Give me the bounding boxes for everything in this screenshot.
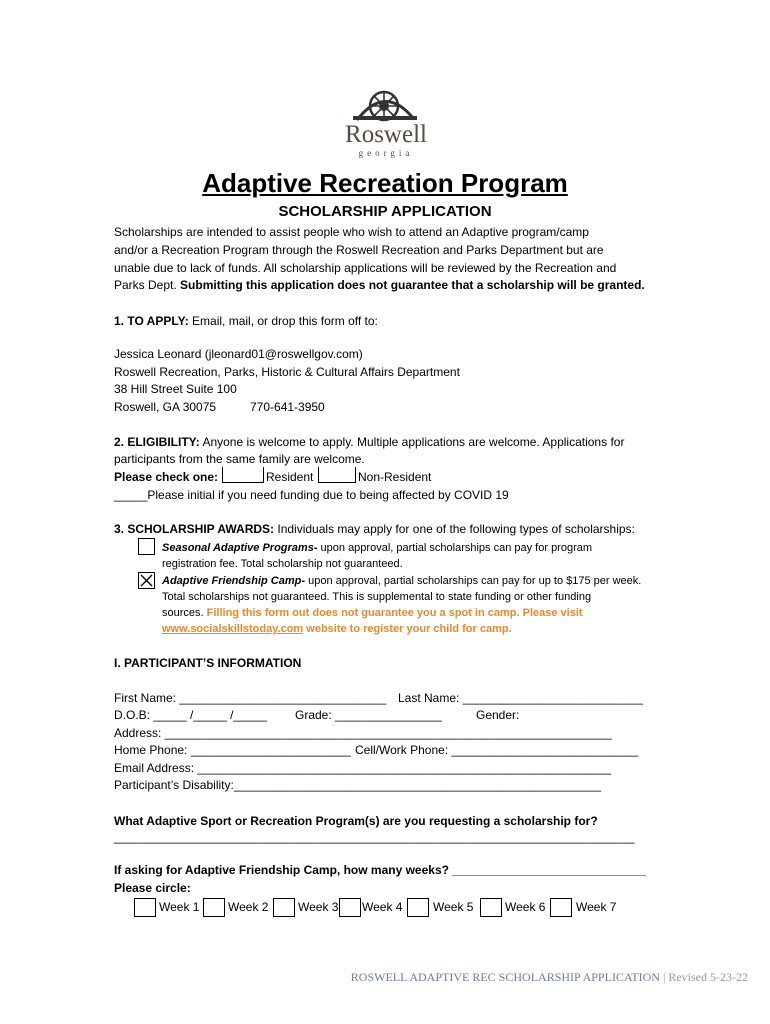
friendship-line-2: Total scholarships not guaranteed. This is supplemental to state funding or other funding	[162, 591, 592, 603]
seasonal-checkbox[interactable]	[138, 538, 155, 555]
check-one-label: Please check one:	[114, 470, 219, 484]
nonresident-checkbox[interactable]	[318, 467, 356, 483]
grade-field[interactable]: Grade: ________________	[295, 708, 442, 722]
intro-line-3: unable due to lack of funds. All scholarship applications will be reviewed by the Recreation and	[114, 261, 617, 275]
intro-line-2: and/or a Recreation Program through the Roswell Recreation and Parks Department but are	[114, 243, 604, 257]
intro-line-4	[114, 277, 645, 293]
first-name-field[interactable]: First Name: _______________________________	[114, 691, 387, 705]
week-7-label: Week 7	[576, 900, 617, 914]
seasonal-line-2: registration fee. Total scholarship not guaranteed.	[162, 558, 403, 570]
friendship-title: Adaptive Friendship Camp-	[162, 575, 306, 587]
gender-field[interactable]: Gender:	[476, 708, 520, 722]
program-question: What Adaptive Sport or Recreation Program(s) are you requesting a scholarship for?	[114, 814, 598, 828]
page-title: Adaptive Recreation Program	[202, 168, 568, 198]
week-5-label: Week 5	[433, 900, 474, 914]
seasonal-text-1: upon approval, partial scholarships can pay for program	[317, 542, 593, 554]
email-field[interactable]: Email Address: ______________________________________________________________	[114, 761, 612, 775]
covid-text: Please initial if you need funding due to being affected by COVID 19	[147, 488, 509, 502]
friendship-warning-2: website to register your child for camp.	[303, 623, 512, 635]
apply-heading: 1. TO APPLY:	[114, 314, 189, 328]
week-7-checkbox[interactable]	[550, 898, 572, 917]
eligibility-line-2: participants from the same family are welcome.	[114, 452, 365, 466]
friendship-text-3: sources.	[162, 607, 207, 619]
eligibility-line-1	[114, 434, 624, 450]
week-4-label: Week 4	[362, 900, 403, 914]
friendship-line-3	[162, 605, 583, 621]
awards-heading: 3. SCHOLARSHIP AWARDS:	[114, 522, 275, 536]
footer	[351, 970, 748, 985]
week-1-checkbox[interactable]	[134, 898, 156, 917]
week-5-checkbox[interactable]	[407, 898, 429, 917]
logo-sub: georgia	[358, 148, 414, 158]
week-2-label: Week 2	[228, 900, 269, 914]
week-6-checkbox[interactable]	[480, 898, 502, 917]
week-4-checkbox[interactable]	[339, 898, 361, 917]
week-6-label: Week 6	[505, 900, 546, 914]
intro-line-1: Scholarships are intended to assist people who wish to attend an Adaptive program/camp	[114, 225, 589, 239]
social-skills-link[interactable]: www.socialskillstoday.com	[162, 623, 304, 635]
page-subtitle: SCHOLARSHIP APPLICATION	[278, 203, 492, 220]
footer-title: ROSWELL ADAPTIVE REC SCHOLARSHIP APPLICATION	[350, 970, 660, 984]
disability-field[interactable]: Participant’s Disability:_______________________________________________________	[114, 778, 601, 792]
checkmark-x-icon	[139, 573, 154, 588]
home-phone-field[interactable]: Home Phone: ________________________	[114, 743, 351, 757]
logo-name: Roswell	[345, 121, 427, 148]
contact-line-3: 38 Hill Street Suite 100	[114, 382, 237, 396]
seasonal-line-1	[162, 540, 592, 556]
resident-checkbox[interactable]	[222, 467, 264, 483]
week-1-label: Week 1	[159, 900, 200, 914]
eligibility-text-1: Anyone is welcome to apply. Multiple applications are welcome. Applications for	[199, 435, 625, 449]
friendship-line-4	[162, 621, 512, 637]
last-name-field[interactable]: Last Name: ___________________________	[398, 691, 643, 705]
circle-label: Please circle:	[114, 881, 191, 895]
awards-line	[114, 521, 635, 537]
dob-field[interactable]: D.O.B: _____ /_____ /_____	[114, 708, 267, 722]
apply-section	[114, 313, 378, 329]
covid-initial-blank[interactable]: _____	[114, 488, 148, 502]
week-2-checkbox[interactable]	[203, 898, 225, 917]
awards-text: Individuals may apply for one of the following types of scholarships:	[274, 522, 635, 536]
covid-line	[114, 487, 509, 503]
contact-city: Roswell, GA 30075	[114, 400, 217, 414]
resident-label: Resident	[266, 470, 314, 484]
nonresident-label: Non-Resident	[358, 470, 432, 484]
cell-phone-field[interactable]: Cell/Work Phone: ____________________________	[355, 743, 639, 757]
weeks-question[interactable]: If asking for Adaptive Friendship Camp, how many weeks? _____________________________	[114, 863, 646, 877]
week-3-label: Week 3	[298, 900, 339, 914]
friendship-warning: Filling this form out does not guarantee you a spot in camp. Please visit	[206, 607, 583, 619]
contact-phone: 770-641-3950	[250, 400, 325, 414]
program-answer-field[interactable]: ______________________________________________________________________________	[114, 830, 635, 844]
footer-revision: | Revised 5-23-22	[659, 970, 748, 984]
contact-line-1: Jessica Leonard (jleonard01@roswellgov.com)	[114, 347, 363, 361]
friendship-line-1	[162, 573, 641, 589]
participant-heading: I. PARTICIPANT’S INFORMATION	[114, 656, 302, 670]
seasonal-title: Seasonal Adaptive Programs-	[162, 542, 318, 554]
intro-disclaimer: Submitting this application does not guarantee that a scholarship will be granted.	[180, 278, 645, 292]
friendship-checkbox[interactable]	[138, 572, 155, 589]
friendship-text-1: upon approval, partial scholarships can pay for up to $175 per week.	[305, 575, 642, 587]
contact-line-2: Roswell Recreation, Parks, Historic & Cultural Affairs Department	[114, 365, 460, 379]
week-3-checkbox[interactable]	[273, 898, 295, 917]
eligibility-heading: 2. ELIGIBILITY:	[114, 435, 200, 449]
address-field[interactable]: Address: ___________________________________________________________________	[114, 726, 612, 740]
apply-text: Email, mail, or drop this form off to:	[188, 314, 378, 328]
intro-line-4a: Parks Dept.	[114, 278, 181, 292]
